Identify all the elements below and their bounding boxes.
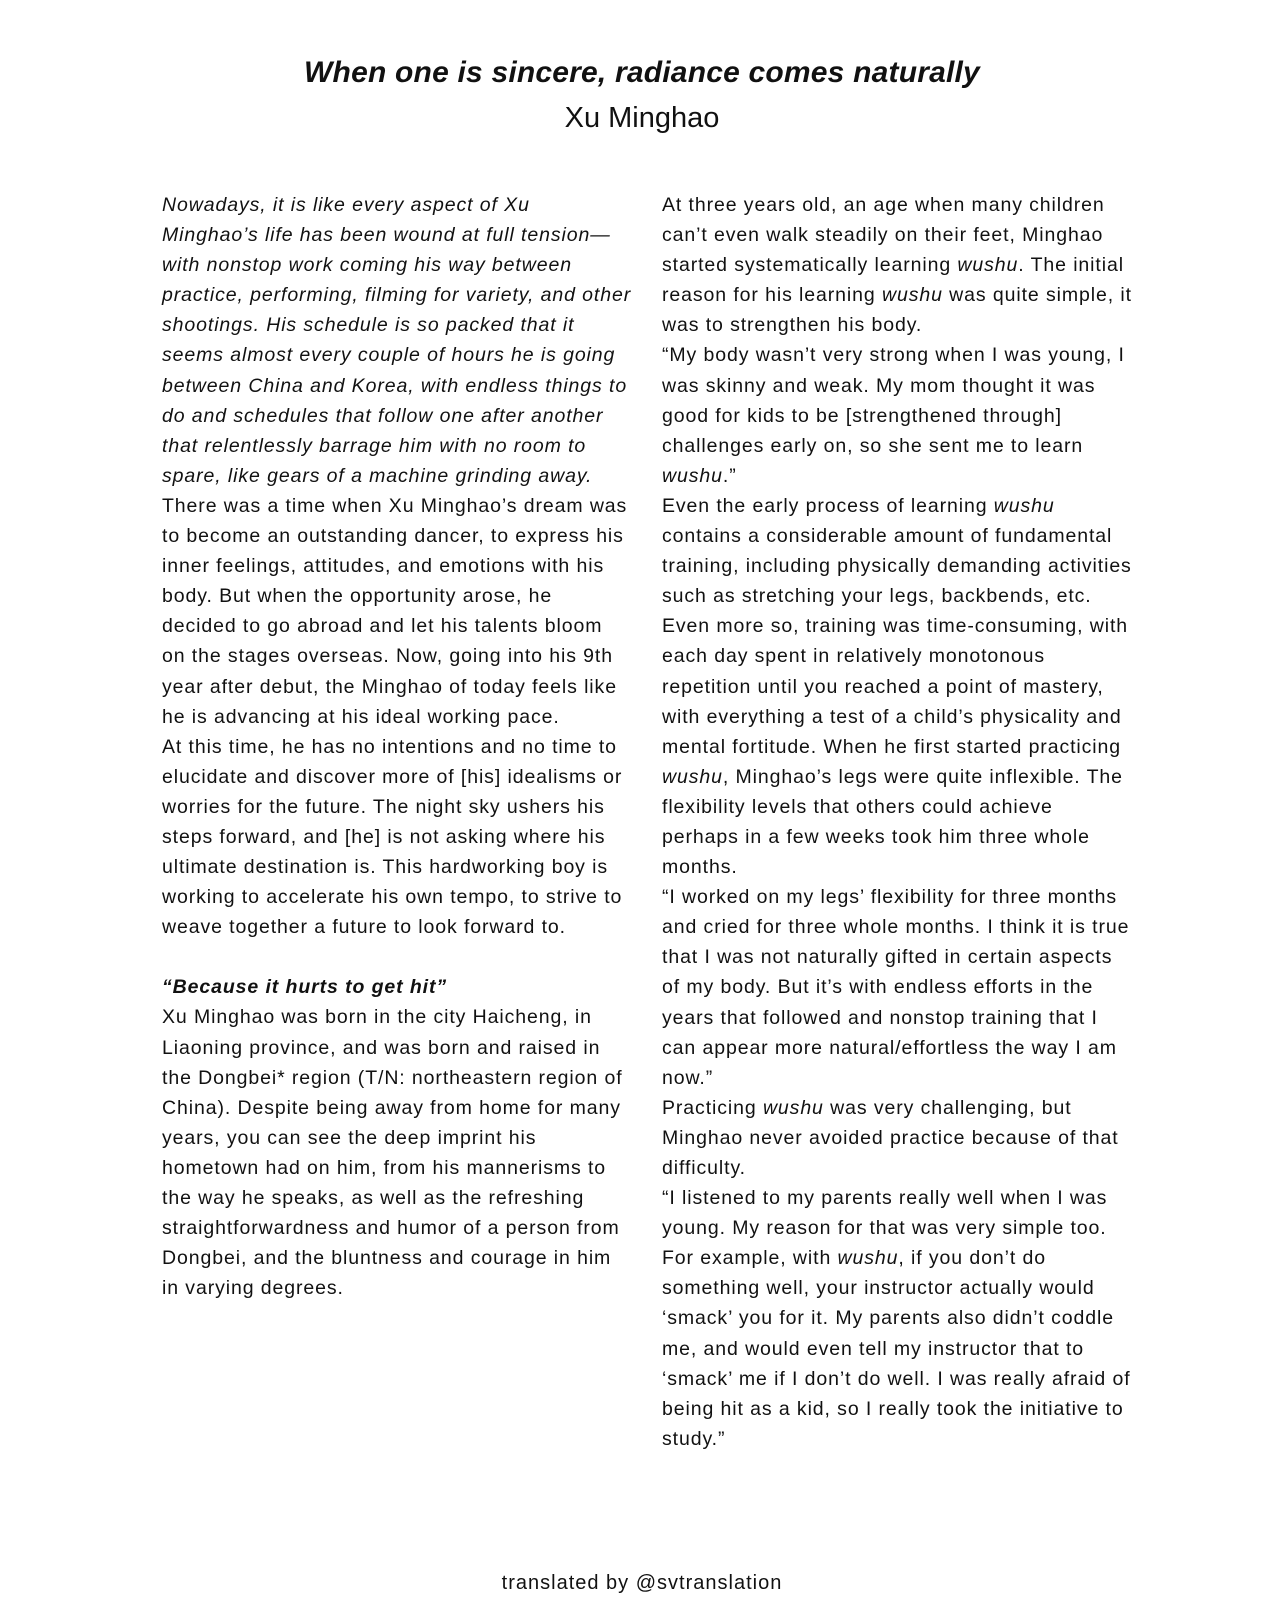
quote-paragraph [662,340,1134,490]
body-paragraph [662,491,1134,882]
intro-paragraph: Nowadays, it is like every aspect of Xu Minghao’s life has been wound at full tension—with nonstop work coming his way between practice, performing, filming for variety, and other shootings. His schedule is so packed that it seems almost every couple of hours he is going between China and Korea, with endless things to do and schedules that follow one after another that relentlessly barrage him with no room to spare, like gears of a machine grinding away. [162,194,632,487]
emphasis-wushu: wushu [662,765,723,788]
text-run: was quite simple, it was to strengthen his body. [662,284,1132,337]
emphasis-wushu: wushu [762,1096,824,1119]
text-run: “My body wasn’t very strong when I was young, I was skinny and weak. My mom thought it was good for kids to be [strengthened through] challenges early on, so she sent me to learn [662,344,1125,457]
text-run: .” [722,464,737,487]
body-paragraph: There was a time when Xu Minghao’s dream was to become an outstanding dancer, to express his inner feelings, attitudes, and emotions with his body. But when the opportunity arose, he decided to go abroad and let his talents bloom on the stages overseas. Now, going into his 9th year after debut, the Minghao of today feels like he is advancing at his ideal working pace. [162,494,628,728]
emphasis-wushu: wushu [837,1247,899,1270]
body-paragraph [662,1093,1134,1183]
emphasis-wushu: wushu [993,494,1055,517]
text-run: , if you don’t do something well, your instructor actually would ‘smack’ you for it. My parents also didn’t coddle me, and would even tell my instructor that to ‘smack’ me if I don’t do well. I was really afraid of being hit as a kid, so I really took the initiative to study.” [662,1247,1131,1450]
text-run: At three years old, an age when many children can’t even walk steadily on their feet, Minghao started systematically learning [662,194,1105,277]
text-run: Practicing [662,1096,763,1119]
text-run: . The initial reason for his learning [662,254,1124,307]
section-spacer [162,942,632,972]
text-run: , Minghao’s legs were quite inflexible. The flexibility levels that others could achieve perhaps in a few weeks took him three whole months. [662,765,1123,879]
right-column [662,190,1134,1454]
author-name: Xu Minghao [564,102,720,134]
quote-paragraph: “I worked on my legs’ flexibility for three months and cried for three whole months. I think it is true that I was not naturally gifted in certain aspects of my body. But it’s with endless efforts in the years that followed and nonstop training that I can appear more natural/effortless the way I am now.” [662,886,1130,1089]
quote-paragraph [662,1183,1134,1454]
translator-credit: translated by @svtranslation [501,1572,783,1594]
text-run: “I listened to my parents really well when I was young. My reason for that was very simple too. For example, with [662,1187,1108,1270]
text-run: was very challenging, but Minghao never avoided practice because of that difficulty. [662,1096,1119,1179]
emphasis-wushu: wushu [957,254,1019,277]
article-title: When one is sincere, radiance comes naturally [304,56,980,89]
text-run: Even the early process of learning [662,494,994,517]
emphasis-wushu: wushu [662,464,723,487]
body-paragraph: At this time, he has no intentions and no time to elucidate and discover more of [his] idealisms or worries for the future. The night sky ushers his steps forward, and [he] is not asking where his ultimate destination is. This hardworking boy is working to accelerate his own tempo, to strive to weave together a future to look forward to. [162,735,623,939]
text-run: contains a considerable amount of fundamental training, including physically demanding activities such as stretching your legs, backbends, etc. Even more so, training was time-consuming, with each day spent in relatively monotonous repetition until you reached a point of mastery, with everything a test of a child’s physicality and mental fortitude. When he first started practicing [662,525,1132,758]
section-subheading: “Because it hurts to get hit” [162,976,448,999]
emphasis-wushu: wushu [881,284,943,307]
body-paragraph: Xu Minghao was born in the city Haicheng, in Liaoning province, and was born and raised in the Dongbei* region (T/N: northeastern region of China). Despite being away from home for many years, you can see the deep imprint his hometown had on him, from his mannerisms to the way he speaks, as well as the refreshing straightforwardness and humor of a person from Dongbei, and the bluntness and courage in him in varying degrees. [162,1006,623,1300]
left-column [162,190,632,1303]
body-paragraph [662,190,1134,340]
